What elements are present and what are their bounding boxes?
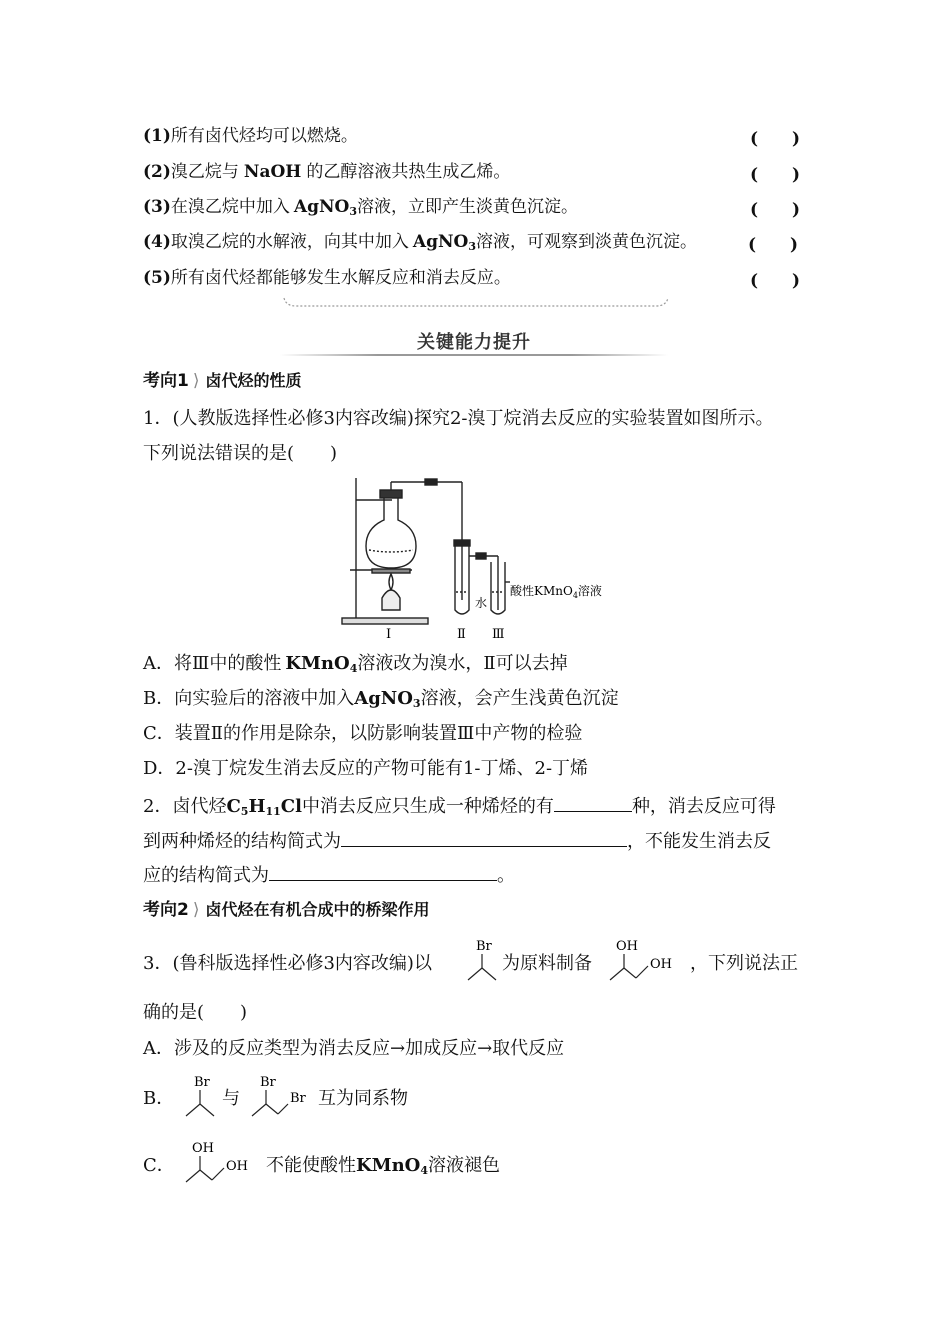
molecule-b-1 — [182, 1070, 218, 1122]
q1-line2: 下列说法错误的是( ) — [143, 443, 338, 464]
svg-text:OH: OH — [650, 957, 672, 972]
judgment-item-2: (2)溴乙烷与 NaOH 的乙醇溶液共热生成乙烯。 — [143, 162, 511, 182]
answer-paren-1[interactable]: ( ) — [750, 129, 801, 149]
judgment-item-5: (5)所有卤代烃都能够发生水解反应和消去反应。 — [143, 268, 511, 288]
rubber-joint — [425, 479, 437, 485]
apparatus-figure — [330, 470, 620, 648]
alcohol-lamp — [382, 590, 400, 610]
answer-paren-2[interactable]: ( ) — [750, 165, 801, 185]
q3-line2: 确的是( ) — [143, 1002, 248, 1023]
q2-line2: 到两种烯烃的结构简式为 ，不能发生消去反 — [143, 828, 771, 854]
q2-blank-1[interactable] — [554, 793, 632, 812]
molecule-propanediol — [606, 934, 686, 986]
section-banner — [280, 324, 668, 358]
q3-option-a[interactable]: A．涉及的反应类型为消去反应→加成反应→取代反应 — [143, 1038, 565, 1059]
q3-option-b-label[interactable]: B． — [143, 1088, 175, 1109]
answer-paren-3[interactable]: ( ) — [750, 200, 801, 220]
answer-paren-4[interactable]: ( ) — [748, 235, 799, 255]
label-water: 水 — [475, 596, 488, 610]
q1-line1: 1．(人教版选择性必修3内容改编)探究2-溴丁烷消去反应的实验装置如图所示。 — [143, 408, 774, 429]
direction-1-heading: 考向1 ⟩ 卤代烃的性质 — [143, 371, 302, 391]
judgment-item-1: (1)所有卤代烃均可以燃烧。 — [143, 126, 358, 146]
wire-gauze — [372, 569, 410, 573]
divider-mark-2: ⟩ — [192, 900, 200, 920]
flame — [389, 574, 393, 590]
svg-text:OH: OH — [226, 1159, 248, 1174]
q3-line1-text-b: 为原料制备 — [502, 953, 592, 974]
q1-option-b[interactable]: B．向实验后的溶液中加入AgNO$_3$溶液，会产生浅黄色沉淀 — [143, 688, 619, 710]
label-iii: Ⅲ — [492, 627, 505, 642]
q3-option-b-text: 互为同系物 — [318, 1088, 408, 1109]
svg-text:Br: Br — [194, 1075, 210, 1090]
banner-underline — [280, 354, 668, 356]
q3-option-c-label[interactable]: C． — [143, 1155, 175, 1176]
svg-text:OH: OH — [616, 939, 638, 954]
q3-line1-text-c: ，下列说法正 — [690, 953, 798, 974]
dotted-divider — [282, 296, 670, 314]
label-reagent: 酸性KMnO$_4$溶液 — [510, 584, 602, 600]
q3-option-b-and: 与 — [222, 1088, 240, 1109]
label-ii: Ⅱ — [457, 627, 466, 642]
flask-liquid — [369, 550, 413, 552]
svg-text:OH: OH — [192, 1141, 214, 1156]
molecule-c — [182, 1136, 262, 1188]
direction-2-heading: 考向2 ⟩ 卤代烃在有机合成中的桥梁作用 — [143, 900, 430, 920]
q1-option-d[interactable]: D．2-溴丁烷发生消去反应的产物可能有1-丁烯、2-丁烯 — [143, 758, 589, 779]
stand-base — [342, 618, 428, 624]
tube-ii-stopper — [454, 540, 470, 546]
molecule-b-2 — [248, 1070, 314, 1122]
svg-text:Br: Br — [476, 939, 492, 954]
svg-text:Br: Br — [260, 1075, 276, 1090]
q1-option-c[interactable]: C．装置Ⅱ的作用是除杂，以防影响装置Ⅲ中产物的检验 — [143, 723, 583, 744]
section-title: 关键能力提升 — [417, 332, 531, 353]
q3-line1-text-a: 3．(鲁科版选择性必修3内容改编)以 — [143, 953, 432, 974]
molecule-2-bromopropane — [464, 934, 500, 986]
judgment-item-4: (4)取溴乙烷的水解液，向其中加入 AgNO$_3$溶液，可观察到淡黄色沉淀。 — [143, 232, 698, 253]
judgment-item-3: (3)在溴乙烷中加入 AgNO$_3$溶液，立即产生淡黄色沉淀。 — [143, 197, 579, 218]
label-i: Ⅰ — [386, 627, 392, 642]
q3-option-c-text: 不能使酸性KMnO$_4$溶液褪色 — [266, 1155, 500, 1177]
q1-option-a[interactable]: A．将Ⅲ中的酸性 KMnO$_4$溶液改为溴水，Ⅱ可以去掉 — [143, 653, 568, 675]
divider-mark: ⟩ — [192, 371, 200, 391]
svg-text:Br: Br — [290, 1091, 306, 1106]
q2-line1: 2．卤代烃$C_5H_{11}Cl$中消去反应只生成一种烯烃的有 种，消去反应可得 — [143, 793, 776, 819]
rubber-joint-2 — [476, 553, 486, 559]
q2-blank-2[interactable] — [341, 828, 627, 847]
round-bottom-flask — [366, 498, 416, 568]
answer-paren-5[interactable]: ( ) — [750, 271, 801, 291]
q2-line3: 应的结构简式为 。 — [143, 862, 515, 888]
q2-blank-3[interactable] — [269, 862, 497, 881]
flask-stopper — [380, 490, 402, 498]
